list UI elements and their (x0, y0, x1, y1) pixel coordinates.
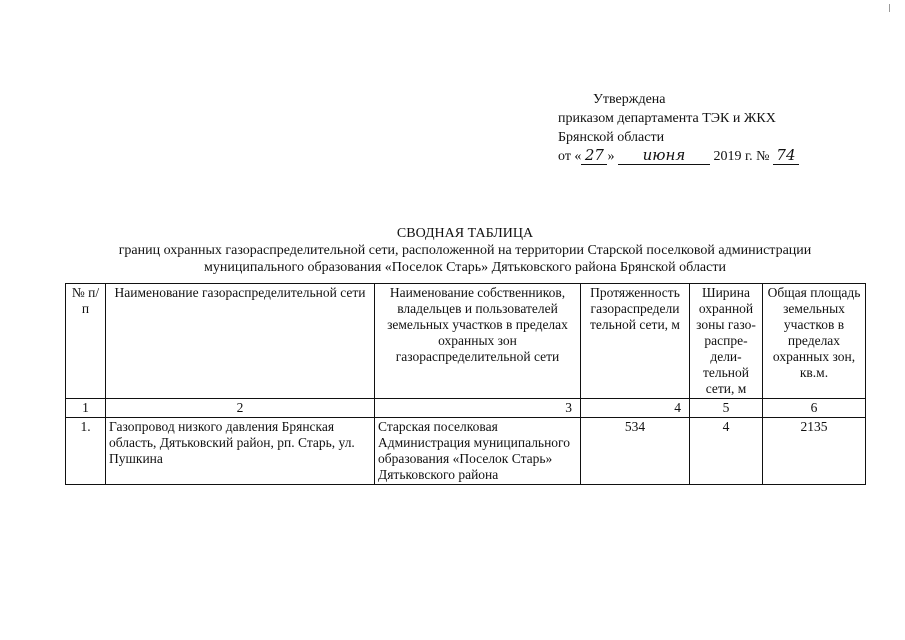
handwritten-day: 27 (584, 146, 604, 164)
header-owners: Наименование собственников, владельцев и пользователей земельных участков в пределах охранных зон газораспределительной сети (375, 284, 581, 399)
column-number-1: 1 (66, 399, 106, 418)
approval-heading: Утверждена (593, 92, 666, 107)
summary-table (65, 283, 866, 485)
table-row (66, 418, 866, 485)
column-number-3: 3 (375, 399, 581, 418)
column-number-5: 5 (690, 399, 763, 418)
row-number: 1. (66, 418, 106, 485)
handwritten-number: 74 (776, 146, 796, 164)
row-network-name: Газопровод низкого давления Брянская область, Дятьковский район, рп. Старь, ул. Пушкина (106, 418, 375, 485)
approval-order-line: приказом департамента ТЭК и ЖКХ (558, 111, 776, 126)
row-total-area: 2135 (763, 418, 866, 485)
date-quote-close: » (607, 149, 615, 164)
column-number-row (66, 399, 866, 418)
document-title-block (60, 225, 870, 276)
column-number-2: 2 (106, 399, 375, 418)
date-prefix: от « (558, 149, 582, 164)
approval-date-line (558, 147, 799, 166)
scan-artifact (889, 4, 890, 12)
column-number-4: 4 (581, 399, 690, 418)
header-network-name: Наименование газораспределительной сети (106, 284, 375, 399)
document-subtitle-line1: границ охранных газораспределительной сети, расположенной на территории Старской поселковой администрации (118, 243, 812, 258)
table-header-row (66, 284, 866, 399)
document-subtitle-line2: муниципального образования «Поселок Старь» Дятьковского района Брянской области (204, 260, 726, 275)
approval-stamp (558, 90, 799, 166)
header-length: Протяженность газораспредели тельной сети, м (581, 284, 690, 399)
number-prefix: № (756, 149, 770, 164)
header-total-area: Общая площадь земельных участков в пределах охранных зон, кв.м. (763, 284, 866, 399)
document-title: СВОДНАЯ ТАБЛИЦА (396, 226, 534, 241)
row-owners: Старская поселковая Администрация муниципального образования «Поселок Старь» Дятьковского района (375, 418, 581, 485)
header-number: № п/п (66, 284, 106, 399)
row-zone-width: 4 (690, 418, 763, 485)
handwritten-month: июня (642, 146, 686, 164)
column-number-6: 6 (763, 399, 866, 418)
header-zone-width: Ширина охранной зоны газо- распре- дели- тельной сети, м (690, 284, 763, 399)
date-year: 2019 г. (713, 149, 753, 164)
approval-region-line: Брянской области (558, 130, 665, 145)
row-length: 534 (581, 418, 690, 485)
